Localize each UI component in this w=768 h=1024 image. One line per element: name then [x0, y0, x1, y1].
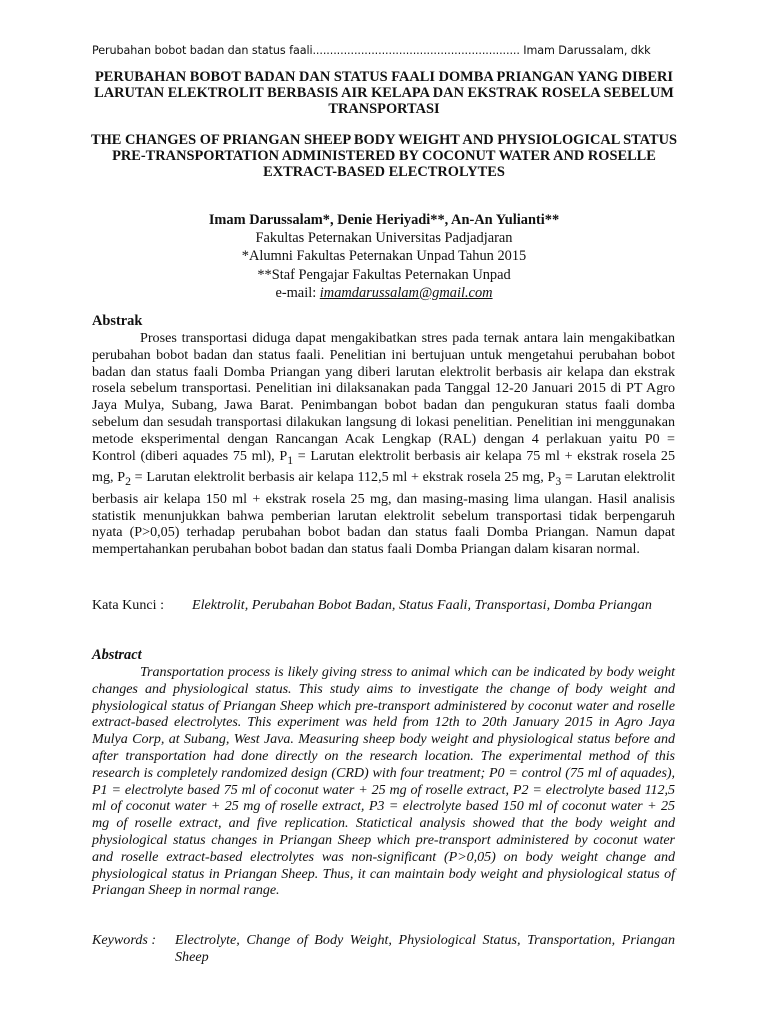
abstrak-text-part: = Larutan elektrolit berbasis air kelapa 112,5 ml + ekstrak rosela 25 mg, P — [130, 469, 556, 486]
title-indonesian: PERUBAHAN BOBOT BADAN DAN STATUS FAALI DOMBA PRIANGAN YANG DIBERI LARUTAN ELEKTROLIT BERBASIS AIR KELAPA DAN EKSTRAK ROSELA SEBELUM TRANSPORTASI — [94, 69, 674, 117]
abstrak-text-part: Proses transportasi diduga dapat mengakibatkan stres pada ternak antara lain mengakibatkan perubahan bobot badan dan status faali. Penelitian ini bertujuan untuk mengetahui perubahan bobot badan dan status faali Domba Priangan yang diberi larutan elektrolit berbasis air kelapa dan ekstrak rosela sebelum transportasi. Penelitian ini dilaksanakan pada Tanggal 12-20 Januari 2015 di PT Agro Jaya Mulya, Subang, Jawa Barat. Penimbangan bobot badan dan pengukuran status faali domba sebelum dan sesudah transportasi dilakukan langsung di lokasi penelitian. Penelitian ini menggunakan metode eksperimental dengan Rancangan Acak Lengkap (RAL) dengan 4 perlakuan yaitu P0 = Kontrol (diberi aquades 75 ml), P — [92, 330, 675, 464]
subscript: 3 — [555, 475, 562, 488]
author-block — [80, 211, 688, 302]
abstrak-body — [92, 330, 675, 558]
subscript: 1 — [287, 453, 294, 467]
author-names: Imam Darussalam*, Denie Heriyadi**, An-An Yulianti** — [208, 212, 560, 228]
kata-kunci-values: Elektrolit, Perubahan Bobot Badan, Status Faali, Transportasi, Domba Priangan — [192, 597, 652, 613]
keywords-values: Electrolyte, Change of Body Weight, Physiological Status, Transportation, Priangan Sheep — [175, 932, 675, 965]
author-affiliation: Fakultas Peternakan Universitas Padjadjaran — [255, 230, 513, 247]
keywords-label: Keywords : — [92, 932, 160, 948]
author-note-staff: **Staf Pengajar Fakultas Peternakan Unpad — [257, 266, 511, 283]
running-header: Perubahan bobot badan dan status faali............................................................ Imam Darussalam, dkk — [92, 44, 651, 57]
author-note-alumni: *Alumni Fakultas Peternakan Unpad Tahun 2015 — [241, 248, 527, 265]
author-email-line — [80, 284, 688, 302]
email-link[interactable]: imamdarussalam@gmail.com — [319, 284, 493, 301]
subscript: 2 — [125, 475, 131, 488]
abstrak-text-part: = Larutan elektrolit berbasis air kelapa 150 ml + ekstrak rosela 25 mg, dan masing-masing lima ulangan. Hasil analisis statistik menunjukkan bahwa pemberian larutan elektrolit sebelum transportasi tidak berpengaruh nyata (P>0,05) terhadap perubahan bobot badan dan status faali Domba Priangan. Namun dapat mempertahankan perubahan bobot badan dan status faali Domba Priangan dalam kisaran normal. — [92, 469, 675, 558]
keywords — [92, 932, 675, 966]
abstract-heading: Abstract — [92, 647, 142, 663]
email-label: e-mail: — [275, 284, 320, 301]
abstract-body: Transportation process is likely giving stress to animal which can be indicated by body weight changes and physiological status. This study aims to investigate the change of body weight and physiological status of Priangan Sheep which pre-transport administered by coconut water and roselle extract-based electrolytes. This experiment was held from 12th to 20th January 2015 in Agro Jaya Mulya Corp, at Subang, West Java. Measuring sheep body weight and physiological status before and after transportation had done directly on the research location. The experimental method of this research is completely randomized design (CRD) with four treatment; P0 = control (75 ml of aquades), P1 = electrolyte based 75 ml of coconut water + 25 mg of roselle extract, P2 = electrolyte based 112,5 ml of coconut water + 25 mg of roselle extract, P3 = electrolyte based 150 ml of coconut water + 25 mg of roselle extract, and five replication. Statictical analysis showed that the body weight and physiological status changes in Priangan Sheep which pre-transport administered by coconut water and roselle extract-based electrolytes was non-significant (P>0,05) on body weight change and physiological status in Priangan Sheep. Thus, it can maintain body weight and physiological status of Priangan Sheep in normal range. — [92, 664, 675, 899]
abstrak-text-part: = Larutan elektrolit berbasis air kelapa 75 ml + ekstrak rosela 25 mg, P — [92, 447, 675, 486]
abstrak-heading: Abstrak — [92, 313, 143, 329]
kata-kunci-label: Kata Kunci : — [92, 597, 168, 613]
title-english: THE CHANGES OF PRIANGAN SHEEP BODY WEIGHT AND PHYSIOLOGICAL STATUS PRE-TRANSPORTATION ADMINISTERED BY COCONUT WATER AND ROSELLE EXTRACT-BASED ELECTROLYTES — [91, 132, 677, 180]
kata-kunci — [92, 597, 675, 614]
